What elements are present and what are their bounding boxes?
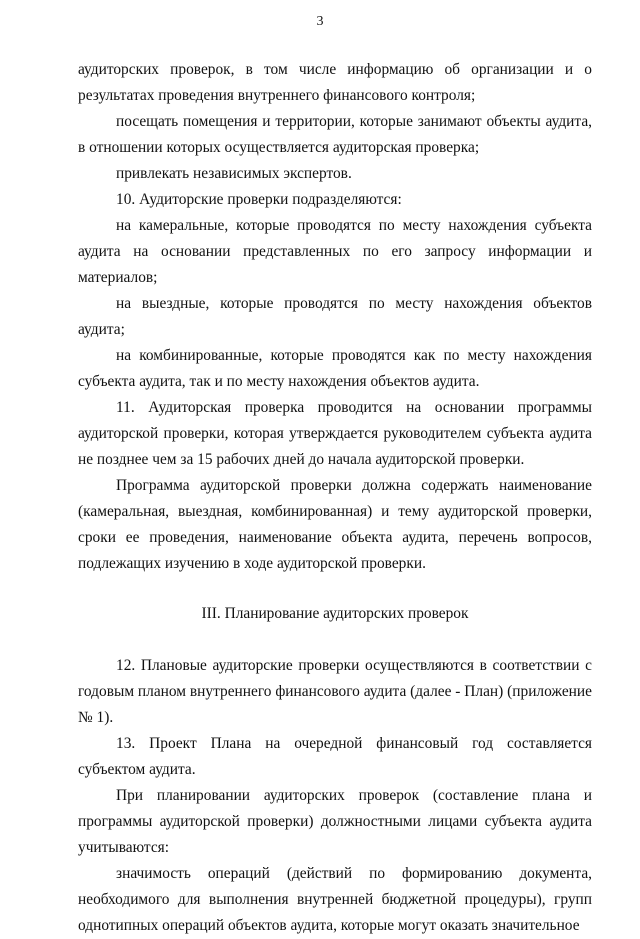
paragraph-visit-premises: посещать помещения и территории, которые занимают объекты аудита, в отношении которых осуществляется аудиторская проверка; (78, 113, 592, 156)
paragraph-item-10: 10. Аудиторские проверки подразделяются: (116, 191, 402, 208)
paragraph-continuation: аудиторских проверок, в том числе информацию об организации и о результатах проведения внутреннего финансового контроля; (78, 61, 592, 104)
paragraph-item-13: 13. Проект Плана на очередной финансовый год составляется субъектом аудита. (78, 735, 592, 778)
paragraph-item-11: 11. Аудиторская проверка проводится на основании программы аудиторской проверки, которая утверждается руководителем субъекта аудита не позднее чем за 15 рабочих дней до начала аудиторской проверки. (78, 399, 592, 468)
paragraph-program-content: Программа аудиторской проверки должна содержать наименование (камеральная, выездная, комбинированная) и тему аудиторской проверки, сроки ее проведения, наименование объекта аудита, перечень вопросов, подлежащих изучению в ходе аудиторской проверки. (78, 477, 592, 572)
page-number: 3 (316, 14, 324, 29)
paragraph-significance: значимость операций (действий по формированию документа, необходимого для выполнения внутренней бюджетной процедуры), групп однотипных операций объектов аудита, которые могут оказать значительное (78, 865, 592, 934)
document-body (78, 57, 592, 939)
paragraph-cameral: на камеральные, которые проводятся по месту нахождения субъекта аудита на основании представленных по его запросу информации и материалов; (78, 217, 592, 286)
paragraph-combined: на комбинированные, которые проводятся как по месту нахождения субъекта аудита, так и по месту нахождения объектов аудита. (78, 347, 592, 390)
section-heading: III. Планирование аудиторских проверок (201, 605, 469, 622)
paragraph-independent-experts: привлекать независимых экспертов. (116, 165, 352, 182)
paragraph-item-12: 12. Плановые аудиторские проверки осуществляются в соответствии с годовым планом внутреннего финансового аудита (далее - План) (приложение № 1). (78, 657, 592, 726)
paragraph-planning: При планировании аудиторских проверок (составление плана и программы аудиторской проверки) должностными лицами субъекта аудита учитываются: (78, 787, 592, 856)
paragraph-field: на выездные, которые проводятся по месту нахождения объектов аудита; (78, 295, 592, 338)
